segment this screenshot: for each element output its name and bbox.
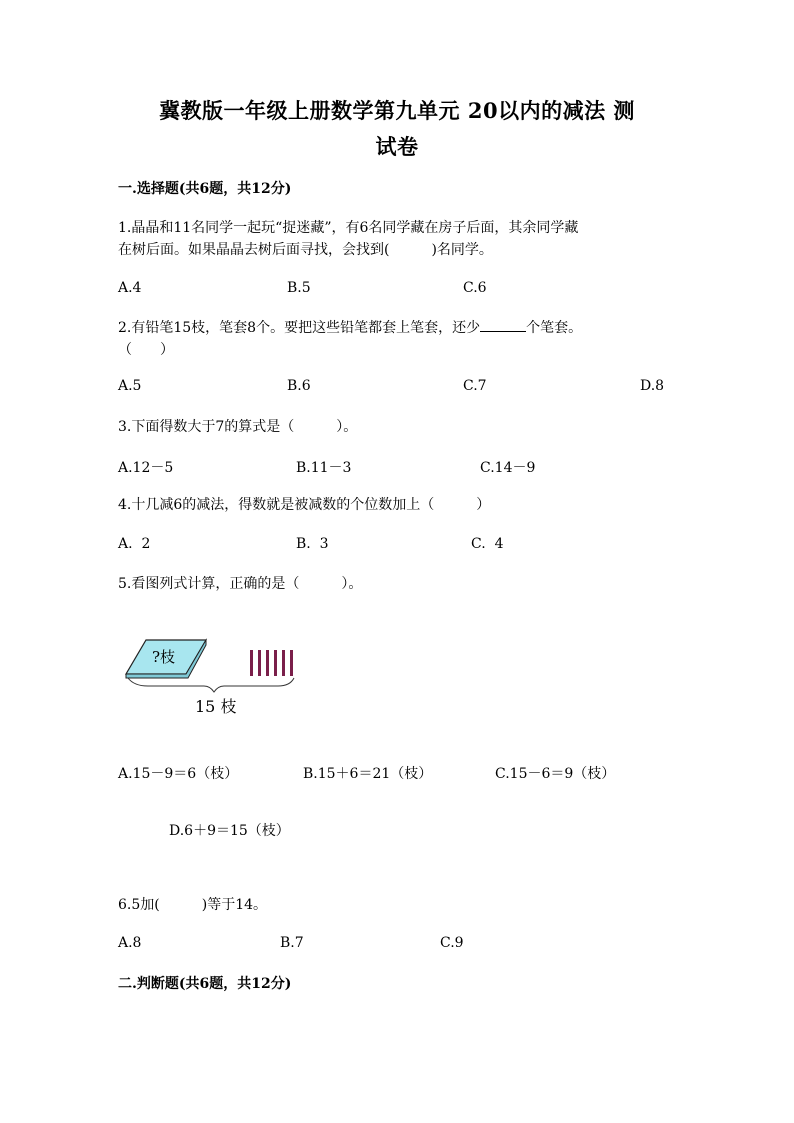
question-2-text-b: 个笔套。	[526, 320, 583, 336]
q6-option-b[interactable]: B.7	[280, 935, 304, 951]
answer-blank[interactable]	[480, 317, 526, 332]
page-title	[110, 93, 684, 165]
question-2	[118, 317, 678, 361]
pencil-figure	[118, 632, 308, 722]
question-2-line-2: （ ）	[118, 342, 174, 358]
q3-option-b[interactable]: B.11－3	[296, 460, 352, 476]
pencil-stick	[250, 650, 253, 676]
q2-option-d[interactable]: D.8	[640, 378, 665, 394]
title-line-2: 试卷	[375, 134, 419, 159]
q6-option-a[interactable]: A.8	[118, 935, 142, 951]
pencil-stick	[274, 650, 277, 676]
q2-option-b[interactable]: B.6	[287, 378, 311, 394]
total-brace	[128, 678, 294, 692]
q5-option-b[interactable]: B.15＋6＝21（枝）	[303, 766, 433, 782]
question-2-text-a: 2.有铅笔15枝，笔套8个。要把这些铅笔都套上笔套，还少	[118, 320, 481, 336]
q1-option-b[interactable]: B.5	[287, 280, 311, 296]
pencil-stick	[266, 650, 269, 676]
question-2-line-1	[118, 317, 678, 339]
question-5: 5.看图列式计算，正确的是（ ）。	[118, 576, 363, 592]
q4-option-b[interactable]: B. 3	[296, 536, 329, 552]
question-3: 3.下面得数大于7的算式是（ ）。	[118, 419, 358, 435]
q1-option-c[interactable]: C.6	[463, 280, 487, 296]
question-4: 4.十几减6的减法，得数就是被减数的个位数加上（ ）	[118, 497, 491, 513]
pencil-stick	[282, 650, 285, 676]
q4-option-c[interactable]: C. 4	[471, 536, 504, 552]
pencil-sticks	[250, 650, 293, 676]
question-1-line-1: 1.晶晶和11名同学一起玩“捉迷藏”，有6名同学藏在房子后面，其余同学藏	[118, 220, 579, 236]
q3-option-c[interactable]: C.14－9	[480, 460, 536, 476]
title-line-1: 冀教版一年级上册数学第九单元 20以内的减法 测	[159, 98, 635, 123]
q5-option-c[interactable]: C.15－6＝9（枝）	[495, 766, 616, 782]
q4-option-a[interactable]: A. 2	[118, 536, 151, 552]
q1-option-a[interactable]: A.4	[118, 280, 142, 296]
q3-option-a[interactable]: A.12－5	[118, 460, 174, 476]
total-label: 15 枝	[195, 697, 237, 716]
question-1	[118, 217, 678, 261]
section-1-heading: 一.选择题(共6题，共12分)	[118, 181, 292, 197]
question-6: 6.5加( )等于14。	[118, 897, 268, 913]
question-1-line-2: 在树后面。如果晶晶去树后面寻找，会找到( )名同学。	[118, 242, 493, 258]
q6-option-c[interactable]: C.9	[440, 935, 464, 951]
pencil-stick	[258, 650, 261, 676]
section-2-heading: 二.判断题(共6题，共12分)	[118, 976, 292, 992]
q5-option-d[interactable]: D.6＋9＝15（枝）	[169, 823, 290, 839]
q5-option-a[interactable]: A.15－9＝6（枝）	[118, 766, 239, 782]
box-label: ?枝	[152, 648, 176, 666]
q2-option-a[interactable]: A.5	[118, 378, 142, 394]
pencil-stick	[290, 650, 293, 676]
q2-option-c[interactable]: C.7	[463, 378, 487, 394]
